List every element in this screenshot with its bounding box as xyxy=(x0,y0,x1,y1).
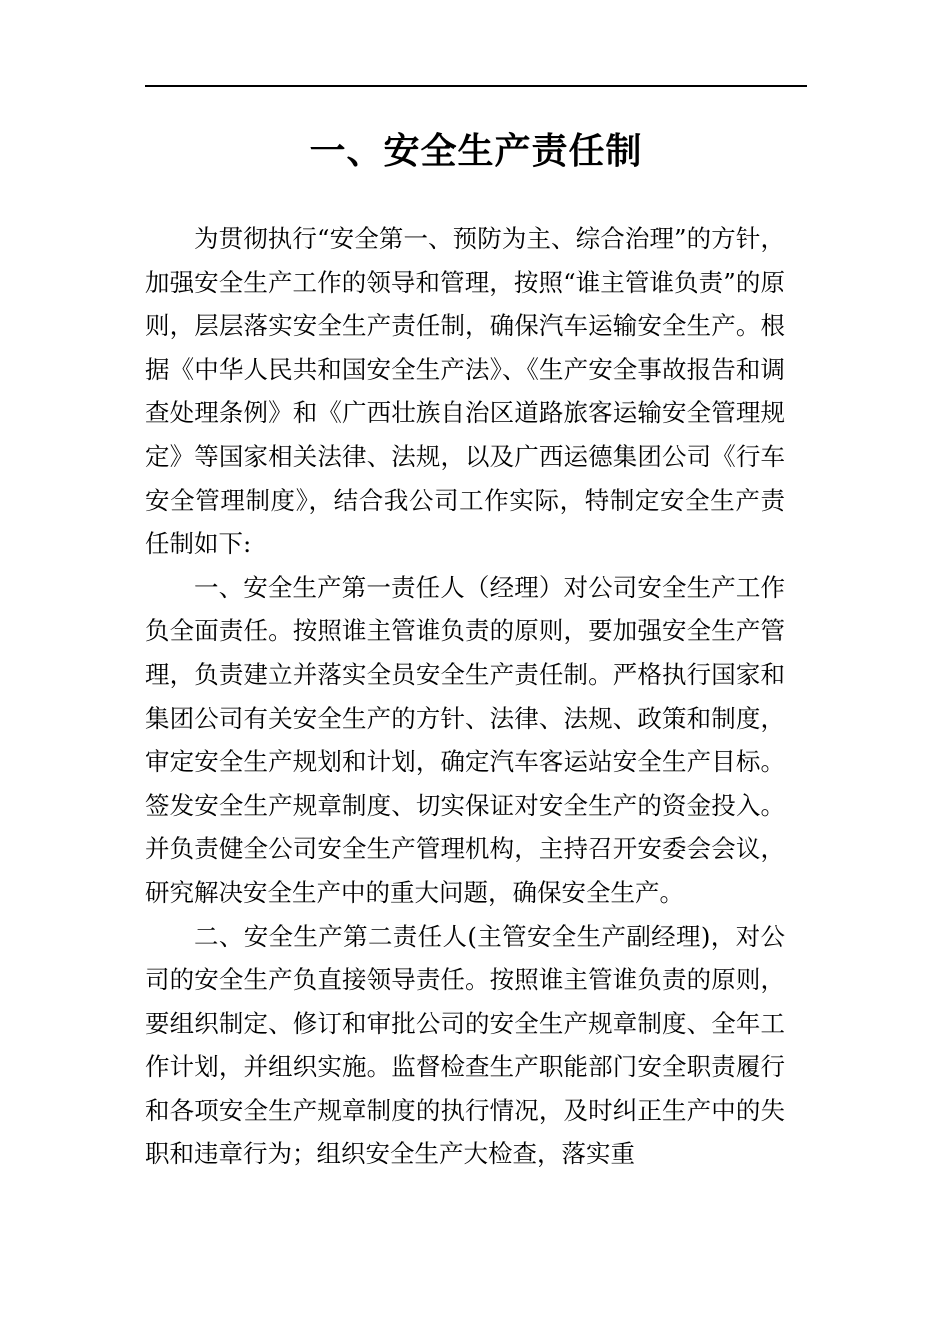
paragraph-first-responsible: 一、安全生产第一责任人（经理）对公司安全生产工作负全面责任。按照谁主管谁负责的原则，要加强安全生产管理，负责建立并落实全员安全生产责任制。严格执行国家和集团公司有关安全生产的方针、法律、法规、政策和制度，审定安全生产规划和计划，确定汽车客运站安全生产目标。签发安全生产规章制度、切实保证对安全生产的资金投入。并负责健全公司安全生产管理机构，主持召开安委会会议，研究解决安全生产中的重大问题，确保安全生产。 xyxy=(145,572,785,907)
paragraph-second-responsible: 二、安全生产第二责任人(主管安全生产副经理)，对公司的安全生产负直接领导责任。按照谁主管谁负责的原则，要组织制定、修订和审批公司的安全生产规章制度、全年工作计划，并组织实施。监督检查生产职能部门安全职责履行和各项安全生产规章制度的执行情况，及时纠正生产中的失职和违章行为；组织安全生产大检查，落实重 xyxy=(145,921,785,1169)
header-rule xyxy=(145,85,807,87)
paragraph-intro: 为贯彻执行“安全第一、预防为主、综合治理”的方针，加强安全生产工作的领导和管理，按照“谁主管谁负责”的原则，层层落实安全生产责任制，确保汽车运输安全生产。根据《中华人民共和国安全生产法》、《生产安全事故报告和调查处理条例》和《广西壮族自治区道路旅客运输安全管理规定》等国家相关法律、法规，以及广西运德集团公司《行车安全管理制度》，结合我公司工作实际，特制定安全生产责任制如下: xyxy=(145,224,785,559)
document-title: 一、安全生产责任制 xyxy=(309,131,643,172)
document-body xyxy=(145,217,785,1176)
